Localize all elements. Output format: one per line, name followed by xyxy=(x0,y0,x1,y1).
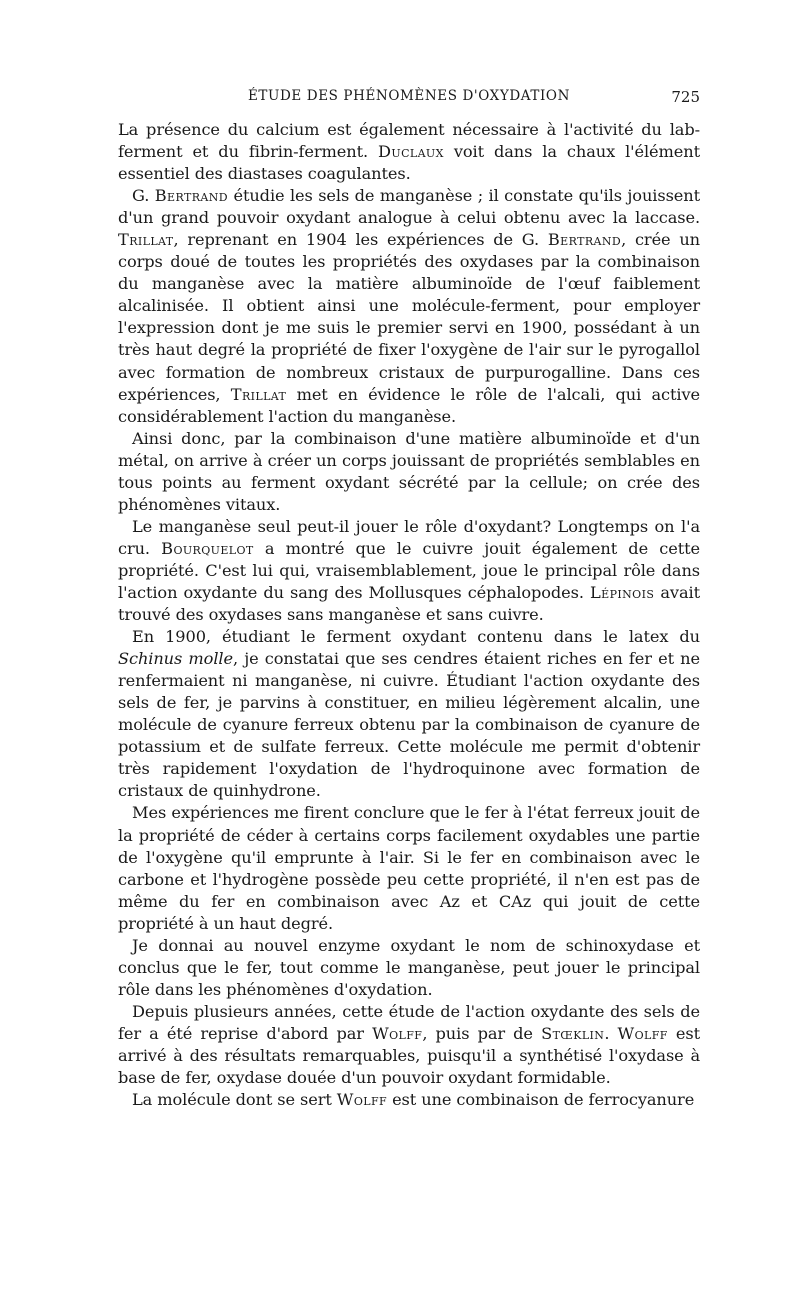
species-name: Schinus molle xyxy=(118,649,233,669)
text-run: étudie les sels de manganèse ; il constate qu'ils jouissent d'un grand pouvoir oxydant analogue à celui obtenu avec la laccase. xyxy=(118,186,700,228)
text-run: . xyxy=(604,1023,618,1043)
paragraph-p9 xyxy=(118,1089,700,1111)
body-text xyxy=(118,119,700,1111)
page-number: 725 xyxy=(671,88,700,106)
paragraph-p4 xyxy=(118,516,700,626)
author-name: Bertrand xyxy=(154,186,228,206)
author-name: Bourquelot xyxy=(161,538,254,558)
author-name: Stœklin xyxy=(541,1023,605,1043)
paragraph-p2 xyxy=(118,185,700,428)
text-run: est arrivé à des résultats remarquables, puisqu'il a synthétisé l'oxydase à base de fer, oxydase douée d'un pouvoir oxydant formidable. xyxy=(118,1023,701,1088)
author-name: Trillat xyxy=(230,384,287,404)
paragraph-p6 xyxy=(118,802,700,934)
text-run: est une combinaison de ferrocyanure xyxy=(387,1090,695,1110)
text-run: G. xyxy=(132,186,155,206)
text-run: voit dans la chaux l'élément essentiel des diastases coagulantes. xyxy=(118,142,701,184)
text-run: La présence du calcium est également nécessaire à l'activité du lab-ferment et du fibrin-ferment. xyxy=(118,120,700,162)
text-run: , crée un corps doué de toutes les propriétés des oxydases par la combinaison du manganèse avec la matière albuminoïde de l'œuf faiblement alcalinisée. Il obtient ainsi une molécule-ferment, pour employer l'expression dont je me suis le premier servi en 1900, possédant à un très haut degré la propriété de fixer l'oxygène de l'air sur le pyrogallol avec formation de nombreux cristaux de purpurogalline. Dans ces expériences, xyxy=(118,230,700,404)
paragraph-p5 xyxy=(118,626,700,802)
author-name: Wolff xyxy=(336,1090,388,1110)
paragraph-p1 xyxy=(118,119,700,185)
author-name: Bertrand xyxy=(547,230,622,250)
text-run: Je donnai au nouvel enzyme oxydant le nom de schinoxydase et conclus que le fer, tout comme le manganèse, peut jouer le principal rôle dans les phénomènes d'oxydation. xyxy=(118,935,700,999)
text-run: met en évidence le rôle de l'alcali, qui active considérablement l'action du manganèse. xyxy=(118,384,700,426)
text-run: , puis par de xyxy=(422,1023,542,1043)
author-name: Trillat xyxy=(118,230,174,250)
text-run: Depuis plusieurs années, cette étude de l'action oxydante des sels de fer a été reprise d'abord par xyxy=(118,1001,700,1043)
paragraph-p3 xyxy=(118,428,700,516)
text-run: , reprenant en 1904 les expériences de G. xyxy=(173,230,548,250)
text-run: a montré que le cuivre jouit également de cette propriété. C'est lui qui, vraisemblablement, joue le principal rôle dans l'action oxydante du sang des Mollusques céphalopodes. xyxy=(118,538,700,602)
text-run: Le manganèse seul peut-il jouer le rôle d'oxydant? Longtemps on l'a cru. xyxy=(118,516,700,558)
running-title: ÉTUDE DES PHÉNOMÈNES D'OXYDATION xyxy=(247,88,571,104)
author-name: Wolff xyxy=(617,1023,668,1043)
paragraph-p7 xyxy=(118,935,700,1001)
running-head xyxy=(118,88,700,110)
text-run: Ainsi donc, par la combinaison d'une matière albuminoïde et d'un métal, on arrive à créer un corps jouissant de propriétés semblables en tous points au ferment oxydant sécrété par la cellule; on crée des phénomènes vitaux. xyxy=(118,428,700,514)
text-run: , je constatai que ses cendres étaient riches en fer et ne renfermaient ni manganèse, ni cuivre. Étudiant l'action oxydante des sels de fer, je parvins à constituer, en milieu légèrement alcalin, une molécule de cyanure ferreux obtenu par la combinaison de cyanure de potassium et de sulfate ferreux. Cette molécule me permit d'obtenir très rapidement l'oxydation de l'hydroquinone avec formation de cristaux de quinhydrone. xyxy=(118,649,700,801)
author-name: Wolff xyxy=(372,1023,423,1043)
text-run: La molécule dont se sert xyxy=(132,1090,337,1110)
author-name: Lépinois xyxy=(590,582,655,602)
text-run: Mes expériences me firent conclure que le fer à l'état ferreux jouit de la propriété de céder à certains corps facilement oxydables une partie de l'oxygène qu'il emprunte à l'air. Si le fer en combinaison avec le carbone et l'hydrogène possède peu cette propriété, il n'en est pas de même du fer en combinaison avec Az et CAz qui jouit de cette propriété à un haut degré. xyxy=(118,803,700,933)
text-run: En 1900, étudiant le ferment oxydant contenu dans le latex du xyxy=(132,627,700,647)
text-run: avait trouvé des oxydases sans manganèse et sans cuivre. xyxy=(118,582,700,625)
paragraph-p8 xyxy=(118,1001,700,1089)
author-name: Duclaux xyxy=(378,142,444,162)
